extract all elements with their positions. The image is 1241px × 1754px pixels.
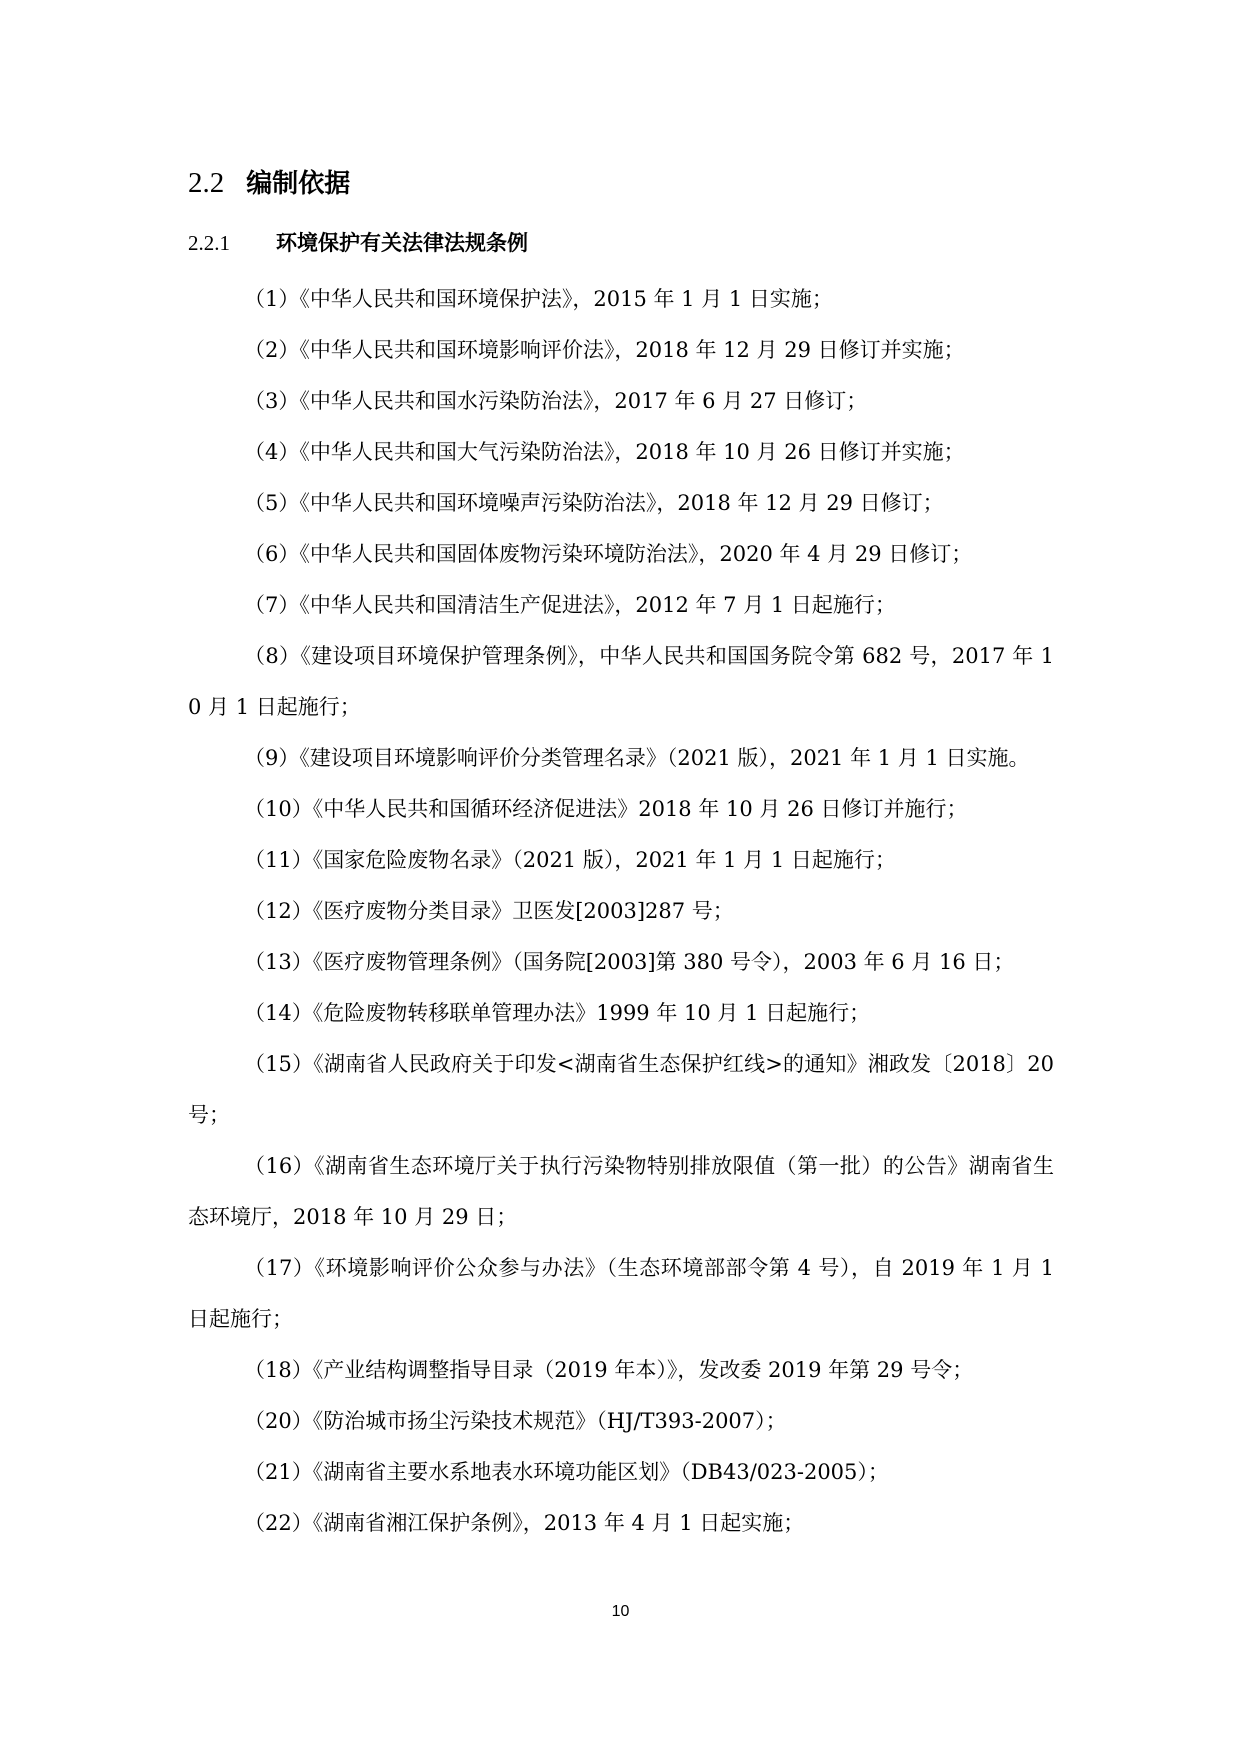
subsection-heading: [188, 226, 528, 260]
list-item: （14）《危险废物转移联单管理办法》1999 年 10 月 1 日起施行；: [244, 1001, 871, 1025]
list-item: （9）《建设项目环境影响评价分类管理名录》（2021 版），2021 年 1 月 1 日实施。: [244, 746, 1030, 770]
section-number: 2.2: [188, 167, 225, 199]
list-item: （20）《防治城市扬尘污染技术规范》（HJ/T393-2007）；: [244, 1409, 787, 1433]
subsection-number: 2.2.1: [188, 231, 230, 255]
section-heading: [188, 162, 350, 204]
list-item: （16）《湖南省生态环境厅关于执行污染物特别排放限值（第一批）的公告》湖南省生态环境厅，2018 年 10 月 29 日；: [188, 1154, 1054, 1229]
list-item: （4）《中华人民共和国大气污染防治法》，2018 年 10 月 26 日修订并实施；: [244, 440, 965, 464]
list-item: （13）《医疗废物管理条例》（国务院[2003]第 380 号令），2003 年 6 月 16 日；: [244, 950, 1015, 974]
list-item: （12）《医疗废物分类目录》卫医发[2003]287 号；: [244, 899, 734, 923]
list-item: （2）《中华人民共和国环境影响评价法》，2018 年 12 月 29 日修订并实施；: [244, 338, 965, 362]
list-item: （11）《国家危险废物名录》（2021 版），2021 年 1 月 1 日起施行；: [244, 848, 896, 872]
list-item: （3）《中华人民共和国水污染防治法》，2017 年 6 月 27 日修订；: [244, 389, 868, 413]
list-item: （5）《中华人民共和国环境噪声污染防治法》，2018 年 12 月 29 日修订；: [244, 491, 944, 515]
list-item: （1）《中华人民共和国环境保护法》，2015 年 1 月 1 日实施；: [244, 287, 833, 311]
page-number: 10: [611, 1603, 630, 1620]
list-item: （10）《中华人民共和国循环经济促进法》2018 年 10 月 26 日修订并施行；: [244, 797, 968, 821]
list-item: （21）《湖南省主要水系地表水环境功能区划》（DB43/023-2005）；: [244, 1460, 889, 1484]
list-item: （22）《湖南省湘江保护条例》，2013 年 4 月 1 日起实施；: [244, 1511, 805, 1535]
list-item: （8）《建设项目环境保护管理条例》，中华人民共和国国务院令第 682 号，2017 年 10 月 1 日起施行；: [188, 644, 1054, 719]
list-item: （15）《湖南省人民政府关于印发<湖南省生态保护红线>的通知》湘政发〔2018〕20 号；: [188, 1052, 1054, 1127]
list-item: （7）《中华人民共和国清洁生产促进法》，2012 年 7 月 1 日起施行；: [244, 593, 896, 617]
regulation-list: [188, 274, 1054, 1549]
list-item: （6）《中华人民共和国固体废物污染环境防治法》，2020 年 4 月 29 日修订；: [244, 542, 973, 566]
list-item: （17）《环境影响评价公众参与办法》（生态环境部部令第 4 号），自 2019 年 1 月 1 日起施行；: [188, 1256, 1054, 1331]
list-item: （18）《产业结构调整指导目录（2019 年本）》，发改委 2019 年第 29 号令；: [244, 1358, 974, 1382]
subsection-title: 环境保护有关法律法规条例: [276, 231, 528, 255]
section-title: 编制依据: [246, 169, 351, 199]
